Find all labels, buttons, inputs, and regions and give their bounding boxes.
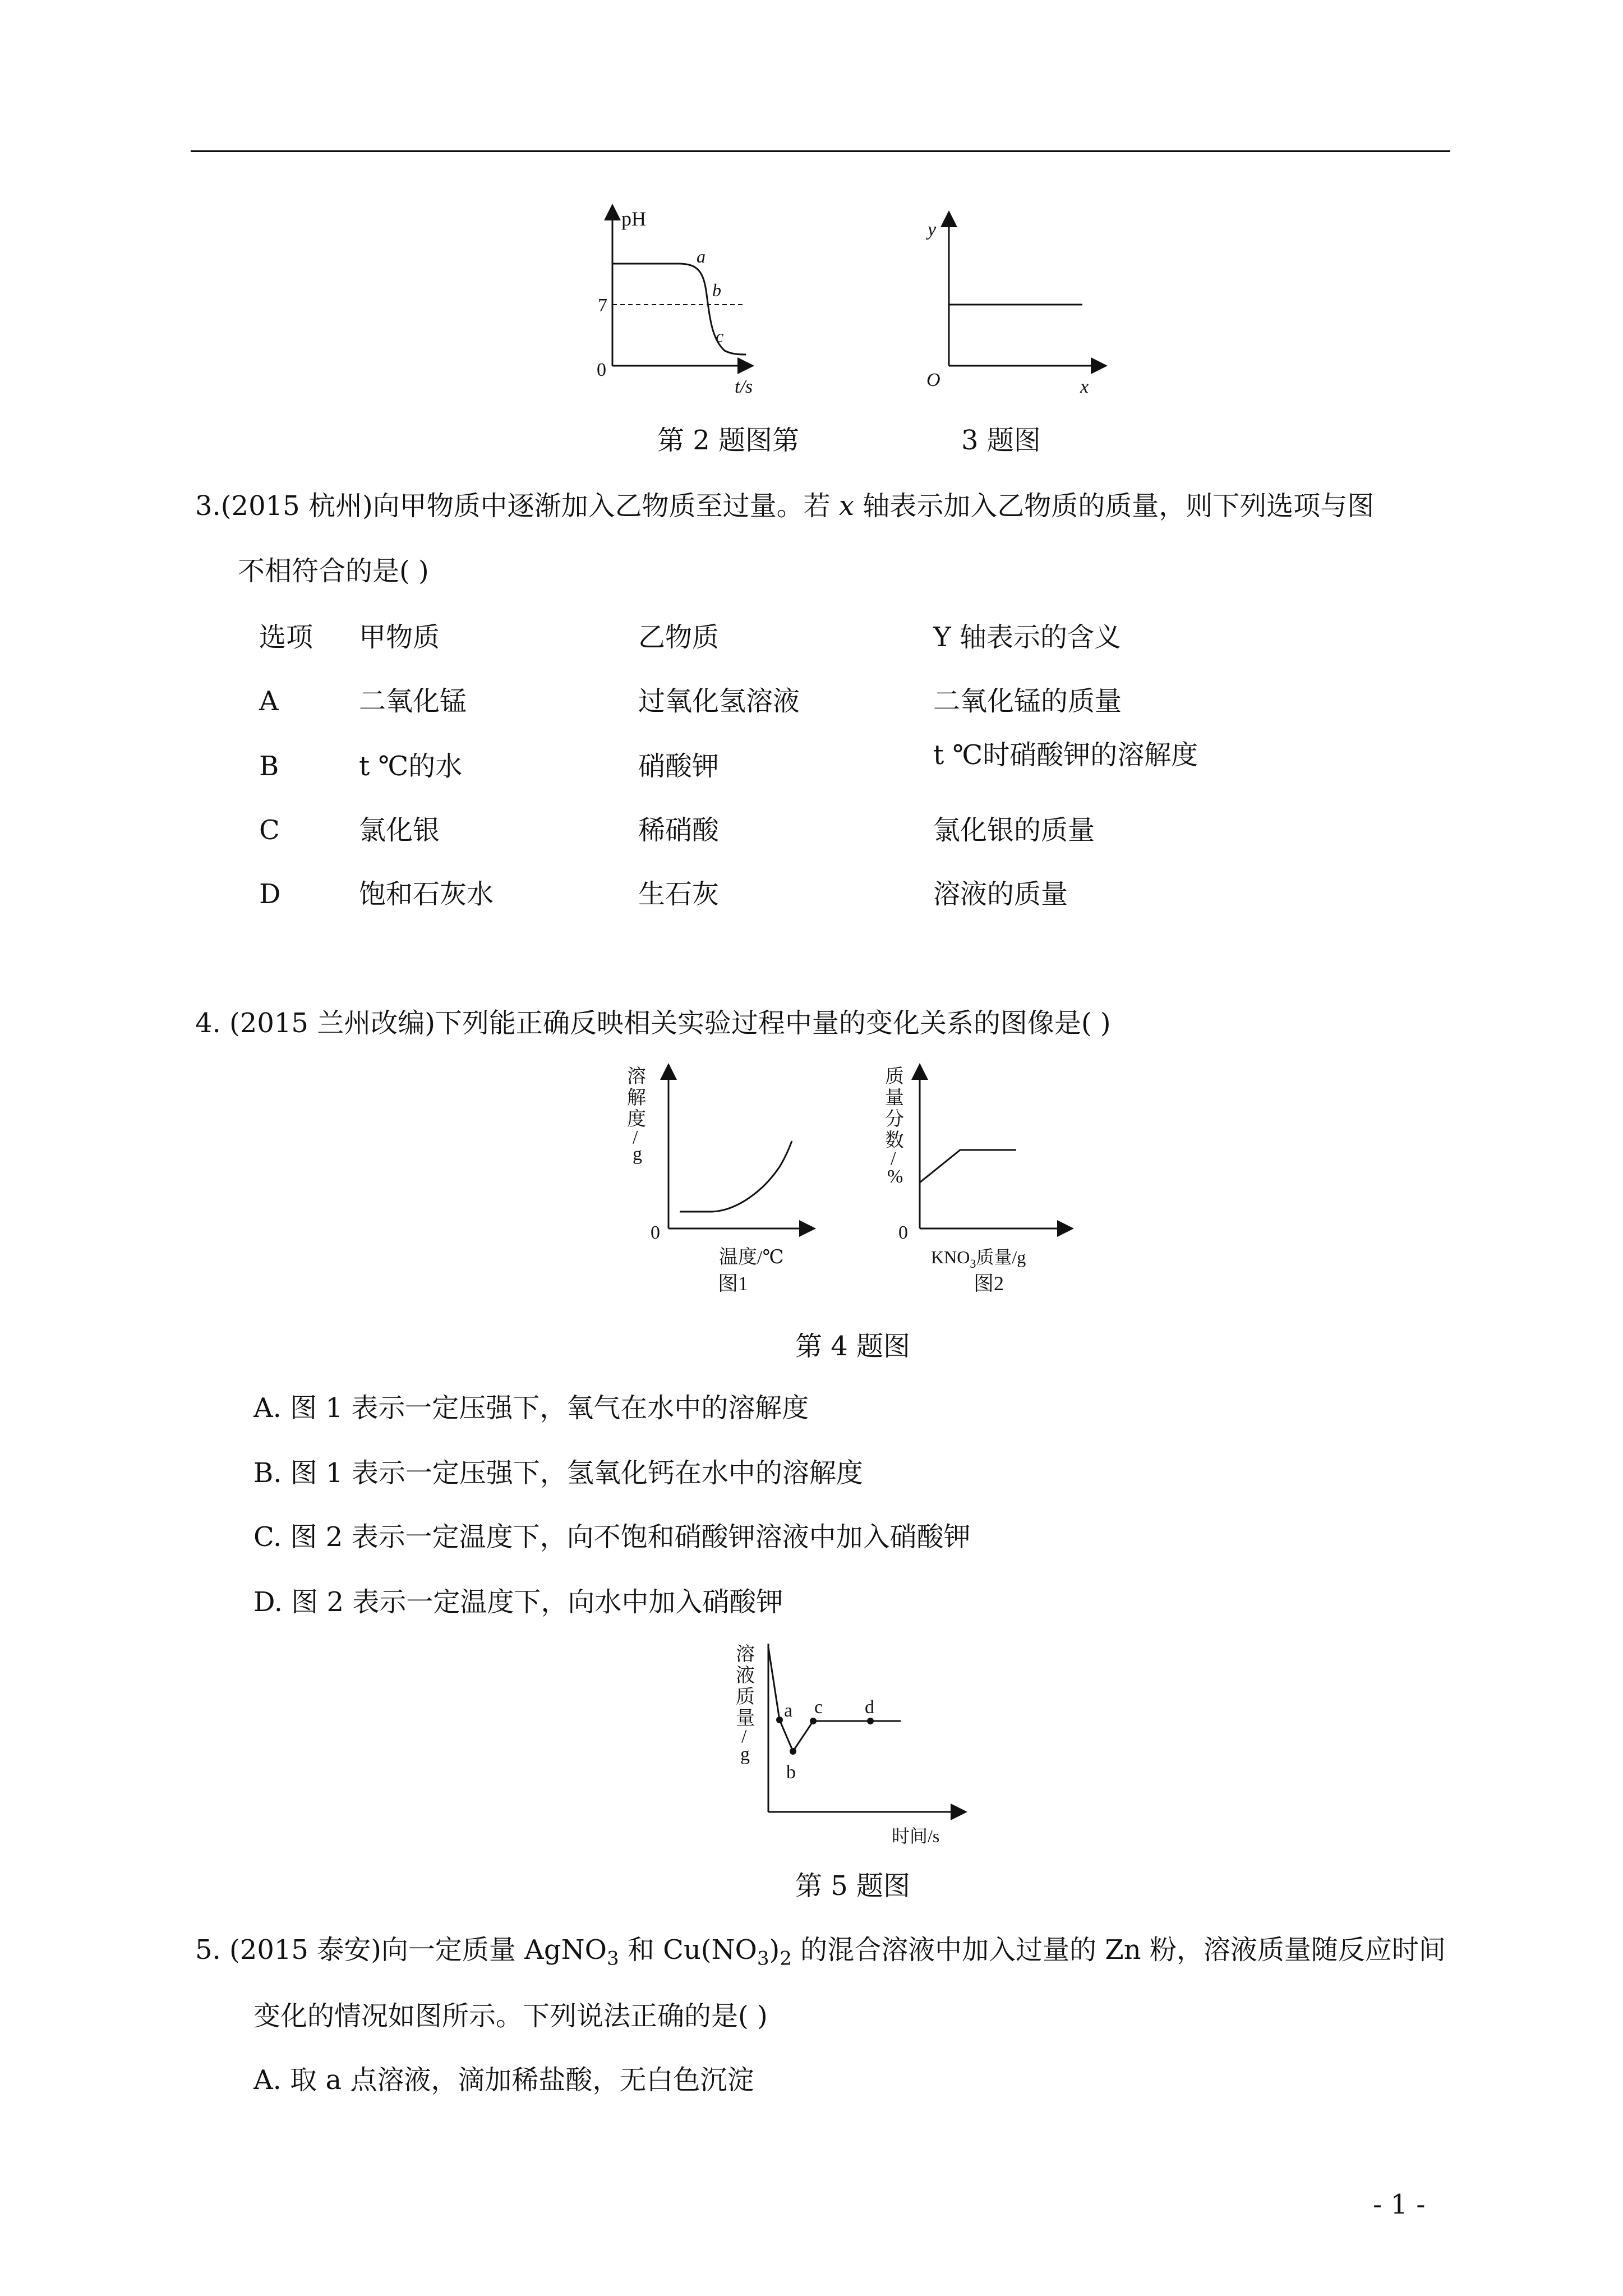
y-label-char: 量 xyxy=(885,1088,904,1108)
q3-row-c-jia: 氯化银 xyxy=(359,815,440,846)
figure-q4-graph2 xyxy=(864,1060,1077,1307)
x-axis-label: x xyxy=(1080,376,1089,397)
point-c-dot xyxy=(810,1718,817,1724)
solubility-curve xyxy=(680,1141,792,1212)
q3-row-d-yi: 生石灰 xyxy=(638,878,720,910)
figure-caption-2: 第 2 题图第 xyxy=(657,425,800,456)
x-axis-label: 温度/℃ xyxy=(719,1247,784,1268)
point-b-label: b xyxy=(786,1762,796,1783)
q5-sub: 3 xyxy=(757,1947,769,1970)
q3-row-c-option: C xyxy=(259,815,280,846)
figure-q5-solution-mass xyxy=(723,1637,970,1850)
q3-row-a-y: 二氧化锰的质量 xyxy=(933,685,1122,717)
q4-option-a: A. 图 1 表示一定压强下，氧气在水中的溶解度 xyxy=(253,1392,809,1424)
q5-sub: 3 xyxy=(606,1947,619,1970)
y-label-char: 液 xyxy=(736,1665,755,1686)
figure-q3-constant-line xyxy=(914,208,1116,398)
q5-stem-part2: 和 Cu(NO xyxy=(619,1934,757,1966)
origin-label: 0 xyxy=(597,360,606,380)
q3-stem-line2: 不相符合的是( ) xyxy=(238,555,429,587)
figure-q2-ph-curve xyxy=(578,202,763,398)
x-axis-label: t/s xyxy=(735,376,753,397)
y-axis-label: y xyxy=(928,219,937,240)
point-b-dot xyxy=(790,1748,796,1755)
point-a-label: a xyxy=(697,246,706,266)
q3-row-d-option: D xyxy=(259,878,281,910)
q3-table-header-jia: 甲物质 xyxy=(359,622,440,653)
q3-table-header-option: 选项 xyxy=(259,622,313,653)
y-label-char: 数 xyxy=(885,1130,904,1151)
q5-figure-caption: 第 5 题图 xyxy=(795,1870,911,1902)
q3-stem-var: x xyxy=(838,490,855,522)
y-label-char: / xyxy=(633,1127,638,1148)
q3-row-a-yi: 过氧化氢溶液 xyxy=(638,685,800,717)
q3-stem-line1 xyxy=(195,490,1374,523)
graph2-caption: 图2 xyxy=(974,1272,1004,1295)
x-axis-label: 时间/s xyxy=(892,1826,940,1846)
q3-row-c-y: 氯化银的质量 xyxy=(933,815,1095,846)
solution-mass-line xyxy=(768,1647,901,1751)
y-label-char: 量 xyxy=(736,1708,755,1729)
origin-label: O xyxy=(926,370,940,390)
q4-option-c: C. 图 2 表示一定温度下，向不饱和硝酸钾溶液中加入硝酸钾 xyxy=(253,1521,971,1553)
q3-table-header-y: Y 轴表示的含义 xyxy=(933,622,1121,653)
q5-stem-line2: 变化的情况如图所示。下列说法正确的是( ) xyxy=(253,2000,768,2032)
figure-q4-graph1 xyxy=(617,1060,819,1307)
q3-row-d-jia: 饱和石灰水 xyxy=(359,878,494,910)
q4-figure-caption: 第 4 题图 xyxy=(795,1331,911,1362)
y-label-char: / xyxy=(891,1148,896,1169)
ph-curve xyxy=(612,264,746,355)
q5-stem-line1 xyxy=(195,1934,1446,1970)
point-d-dot xyxy=(867,1718,874,1724)
q5-option-a: A. 取 a 点溶液，滴加稀盐酸，无白色沉淀 xyxy=(253,2064,754,2096)
origin-label: 0 xyxy=(651,1222,660,1243)
point-d-label: d xyxy=(865,1697,874,1718)
mass-fraction-line xyxy=(920,1150,1016,1182)
page-number: - 1 - xyxy=(1373,2189,1426,2220)
y-axis-label xyxy=(736,1644,755,1765)
q3-row-b-option: B xyxy=(259,751,279,782)
y-label-char: / xyxy=(741,1726,747,1747)
q5-stem-part4: 的混合溶液中加入过量的 Zn 粉，溶液质量随反应时间 xyxy=(791,1934,1446,1966)
header-rule xyxy=(191,150,1450,152)
figure-caption-3: 3 题图 xyxy=(961,425,1041,456)
q3-stem-part2: 轴表示加入乙物质的质量，则下列选项与图 xyxy=(854,490,1375,522)
y-label-char: 溶 xyxy=(736,1644,755,1665)
q3-row-d-y: 溶液的质量 xyxy=(933,878,1068,910)
x-label-main: KNO xyxy=(931,1247,970,1267)
y-axis-label xyxy=(627,1066,646,1165)
q5-stem-part1: 5. (2015 泰安)向一定质量 AgNO xyxy=(195,1934,607,1966)
q3-row-c-yi: 稀硝酸 xyxy=(638,815,720,846)
q5-stem-part3: ) xyxy=(769,1934,780,1966)
q5-sub: 2 xyxy=(780,1947,792,1970)
point-a-dot xyxy=(776,1717,783,1723)
q3-table-header-yi: 乙物质 xyxy=(638,622,720,653)
y-label-char: 度 xyxy=(627,1109,646,1130)
x-label-tail: 质量/g xyxy=(976,1247,1026,1267)
origin-label: 0 xyxy=(898,1222,908,1243)
graph1-caption: 图1 xyxy=(718,1272,749,1295)
point-b-label: b xyxy=(712,280,721,300)
q4-option-d: D. 图 2 表示一定温度下，向水中加入硝酸钾 xyxy=(253,1586,783,1618)
q3-row-a-option: A xyxy=(259,685,279,717)
q3-row-b-yi: 硝酸钾 xyxy=(638,751,720,782)
y-axis-label xyxy=(885,1066,904,1187)
q3-row-a-jia: 二氧化锰 xyxy=(359,685,467,717)
y-label-char: g xyxy=(740,1744,750,1765)
q3-row-b-jia: t ℃的水 xyxy=(359,751,463,782)
x-label-sub: 3 xyxy=(970,1257,976,1271)
y-label-char: 质 xyxy=(885,1066,904,1087)
y-label-char: 解 xyxy=(627,1088,646,1108)
x-axis-label xyxy=(931,1247,1026,1271)
y-label-char: g xyxy=(633,1144,642,1165)
y-label-char: 溶 xyxy=(627,1066,646,1087)
q3-row-b-y: t ℃时硝酸钾的溶解度 xyxy=(933,739,1198,771)
y-label-char: 质 xyxy=(736,1687,755,1708)
y-axis-label: pH xyxy=(621,208,646,230)
q3-stem-part1: 3.(2015 杭州)向甲物质中逐渐加入乙物质至过量。若 xyxy=(195,490,839,522)
ref-value-label: 7 xyxy=(598,295,607,316)
point-a-label: a xyxy=(784,1700,793,1721)
point-c-label: c xyxy=(716,326,724,346)
point-c-label: c xyxy=(814,1697,823,1718)
y-label-char: % xyxy=(887,1166,903,1187)
y-label-char: 分 xyxy=(885,1109,904,1130)
q4-stem: 4. (2015 兰州改编)下列能正确反映相关实验过程中量的变化关系的图像是( ) xyxy=(195,1007,1111,1039)
q4-option-b: B. 图 1 表示一定压强下，氢氧化钙在水中的溶解度 xyxy=(253,1457,863,1489)
